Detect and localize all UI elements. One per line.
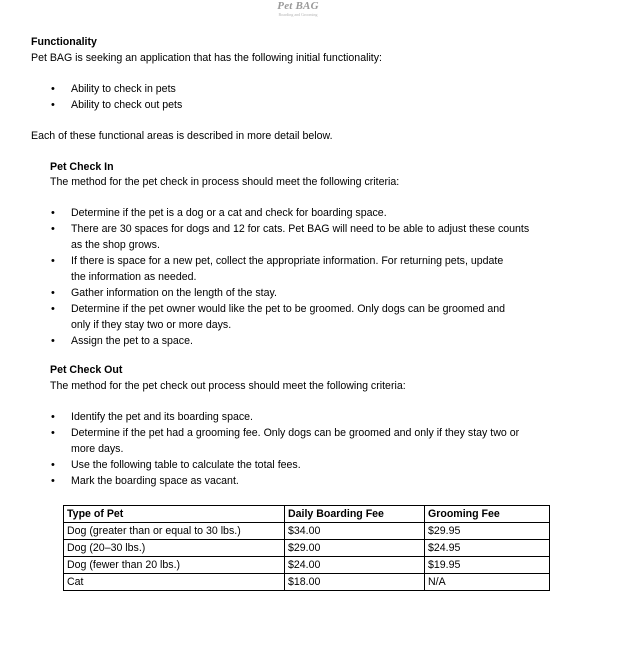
bullet-icon: • — [51, 83, 55, 95]
table-cell: $18.00 — [285, 574, 425, 591]
list-item: • Use the following table to calculate the total fees. — [51, 459, 301, 471]
bullet-icon: • — [51, 411, 55, 423]
table-row — [64, 557, 550, 574]
list-item: • Determine if the pet is a dog or a cat and check for boarding space. — [51, 207, 387, 219]
column-header: Type of Pet — [64, 506, 285, 523]
functionality-heading: Functionality — [31, 36, 97, 48]
list-item: • There are 30 spaces for dogs and 12 for cats. Pet BAG will need to be able to adjust these counts as the shop grows. — [51, 223, 530, 251]
list-item: • Determine if the pet owner would like the pet to be groomed. Only dogs can be groomed and only if they stay two or more days. — [51, 303, 506, 331]
list-item: • If there is space for a new pet, collect the appropriate information. For returning pets, update the information as needed. — [51, 255, 504, 283]
table-cell: N/A — [425, 574, 550, 591]
logo-subtitle: Boarding and Grooming — [278, 12, 318, 17]
table-row — [64, 540, 550, 557]
list-item: • Determine if the pet had a grooming fee. Only dogs can be groomed and only if they stay two or more days. — [51, 427, 520, 455]
check-out-intro: The method for the pet check out process should meet the following criteria: — [50, 380, 406, 392]
column-header: Daily Boarding Fee — [285, 506, 425, 523]
table-cell: Dog (fewer than 20 lbs.) — [64, 557, 285, 574]
check-out-list — [51, 409, 519, 489]
table-cell: $24.00 — [285, 557, 425, 574]
table-cell: $29.00 — [285, 540, 425, 557]
table-cell: Cat — [64, 574, 285, 591]
bullet-icon: • — [51, 255, 55, 267]
bullet-icon: • — [51, 223, 55, 235]
bullet-icon: • — [51, 287, 55, 299]
bullet-icon: • — [51, 303, 55, 315]
table-cell: $24.95 — [425, 540, 550, 557]
table-cell: $19.95 — [425, 557, 550, 574]
bullet-icon: • — [51, 475, 55, 487]
list-item: • Gather information on the length of the stay. — [51, 287, 277, 299]
bullet-icon: • — [51, 99, 55, 111]
functionality-list — [51, 81, 182, 113]
functionality-intro: Pet BAG is seeking an application that has the following initial functionality: — [31, 52, 382, 64]
list-item: • Ability to check out pets — [51, 99, 183, 111]
bullet-icon: • — [51, 335, 55, 347]
table-cell: Dog (greater than or equal to 30 lbs.) — [64, 523, 285, 540]
table-cell: $29.95 — [425, 523, 550, 540]
check-in-heading: Pet Check In — [50, 161, 114, 173]
table-header-row — [64, 506, 550, 523]
list-item: • Ability to check in pets — [51, 83, 176, 95]
list-item: • Mark the boarding space as vacant. — [51, 475, 239, 487]
table-row — [64, 574, 550, 591]
logo-title: Pet BAG — [277, 0, 319, 12]
table-cell: $34.00 — [285, 523, 425, 540]
check-in-intro: The method for the pet check in process should meet the following criteria: — [50, 176, 400, 188]
pet-bag-logo — [272, 1, 324, 17]
bullet-icon: • — [51, 427, 55, 439]
column-header: Grooming Fee — [425, 506, 550, 523]
bullet-icon: • — [51, 459, 55, 471]
list-item: • Assign the pet to a space. — [51, 335, 193, 347]
functionality-outro: Each of these functional areas is described in more detail below. — [31, 130, 333, 142]
list-item: • Identify the pet and its boarding space. — [51, 411, 253, 423]
table-cell: Dog (20–30 lbs.) — [64, 540, 285, 557]
check-out-heading: Pet Check Out — [50, 364, 123, 376]
bullet-icon: • — [51, 207, 55, 219]
table-row — [64, 523, 550, 540]
check-in-list — [51, 205, 529, 349]
fee-table — [63, 505, 550, 591]
